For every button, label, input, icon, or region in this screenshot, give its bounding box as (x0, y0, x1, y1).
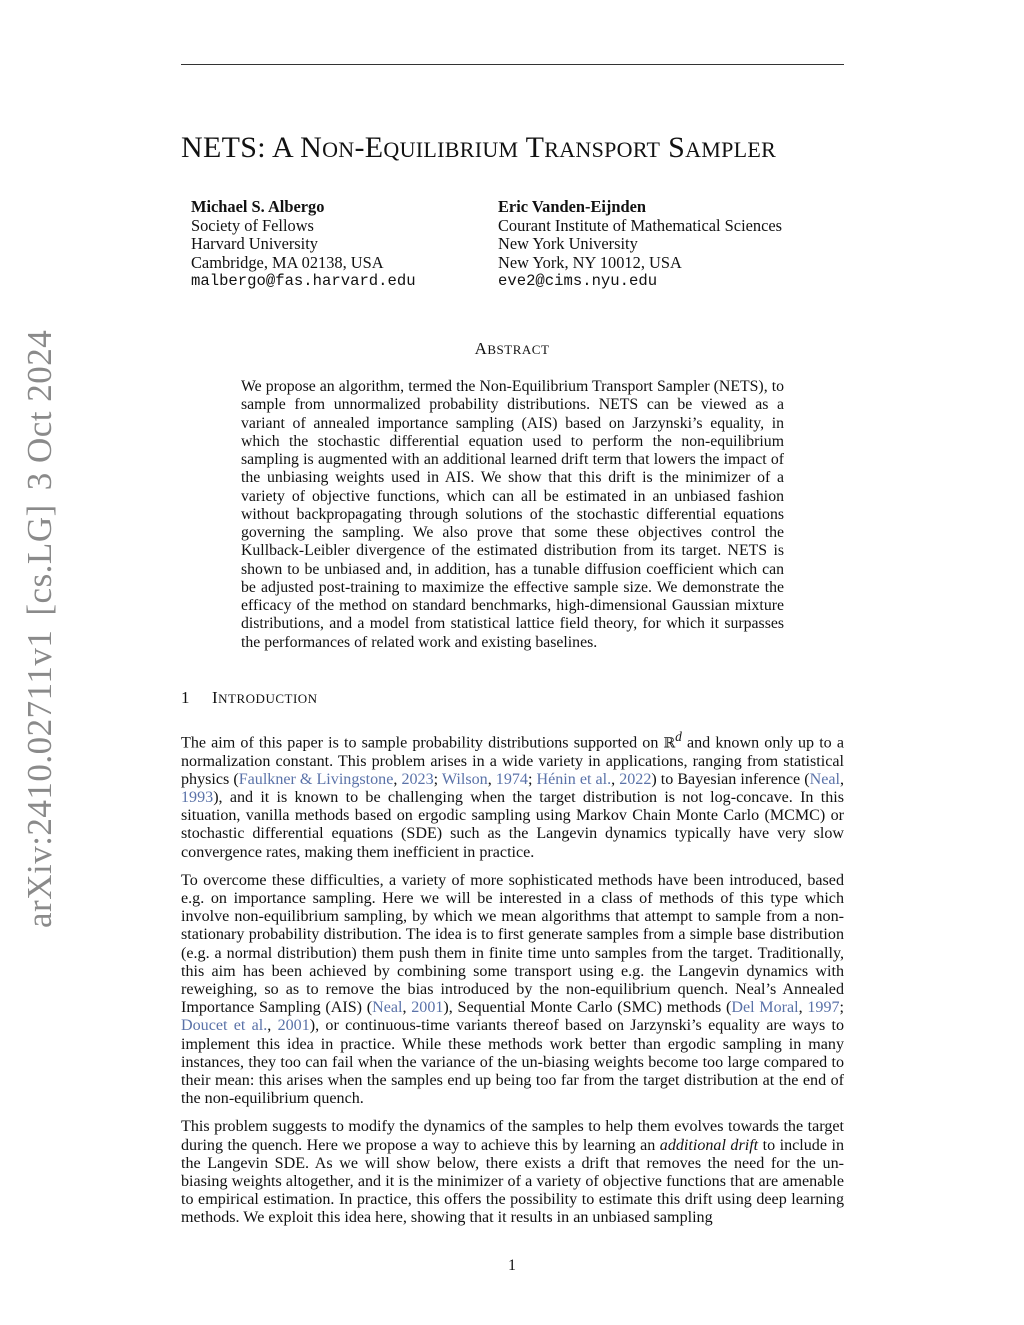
citation-link[interactable]: 1997 (807, 999, 840, 1017)
paper-title: NETS: A NON-EQUILIBRIUM TRANSPORT SAMPLER (181, 131, 777, 164)
citation-link[interactable]: 2001 (277, 1017, 310, 1035)
citation-link[interactable]: 2023 (401, 770, 434, 788)
abstract-heading: ABSTRACT (474, 339, 550, 358)
paragraph: The aim of this paper is to sample probability distributions supported on ℝ$^d$ and known only up to a normalization constant. This problem arises in a wide variety in applications, ranging from statistical physics (Faulkner & Livingstone, 2023; Wilson, 1974; Hénin et al., 2022) to Bayesian inference (Neal, 1993), and it is known to be challenging when the target distribution is not log-concave. In this situation, vanilla methods based on ergodic sampling using Markov Chain Monte Carlo (MCMC) or stochastic differential equations (SDE) such as the Langevin dynamics typically have very slow convergence rates, making them inefficient in practice. (181, 729, 845, 861)
citation-link[interactable]: Doucet et al. (181, 1017, 268, 1035)
citation-link[interactable]: 1993 (181, 788, 214, 806)
citation-link[interactable]: Hénin et al. (536, 770, 612, 788)
author-name: Eric Vanden-Eijnden (498, 197, 647, 216)
abstract-text: We propose an algorithm, termed the Non-Equilibrium Transport Sampler (NETS), to sample from unnormalized probability distributions. NETS can be viewed as a variant of annealed importance sampling (AIS) based on Jarzynski’s equality, in which the stochastic differential equation used to perform the non-equilibrium sampling is augmented with an additional learned drift term that lowers the impact of the unbiasing weights used in AIS. We show that this drift is the minimizer of a variety of objective functions, which can all be estimated in an unbiased fashion without backpropagating through solutions of the stochastic differential equations governing the sampling. We also prove that some these objectives control the Kullback-Leibler divergence of the estimated distribution from its target. NETS is shown to be unbiased and, in addition, has a tunable diffusion coefficient which can be adjusted post-training to maximize the effective sample size. We demonstrate the efficacy of the method on standard benchmarks, high-dimensional Gaussian mixture distributions, and a model from statistical lattice field theory, for which it surpasses the performances of related work and existing baselines. (241, 378, 784, 651)
arxiv-id: arXiv:2410.02711v1 (20, 629, 59, 928)
author-name: Michael S. Albergo (191, 197, 325, 216)
arxiv-side-label (20, 316, 60, 928)
real-numbers-symbol: ℝ (663, 735, 676, 752)
author-affiliation: Harvard University (191, 234, 318, 254)
author-email[interactable]: malbergo@fas.harvard.edu (191, 272, 416, 291)
author-block-2 (498, 198, 782, 291)
author-address: Cambridge, MA 02138, USA (191, 252, 384, 272)
author-address: New York, NY 10012, USA (498, 252, 682, 272)
paragraph: This problem suggests to modify the dynamics of the samples to help them evolves towards the target during the quench. Here we propose a way to achieve this by learning an additional drift to include in the Langevin SDE. As we will show below, there exists a drift that removes the need for the un-biasing weights altogether, and it is the minimizer of a variety of objective functions that are amenable to empirical estimation. In practice, this offers the possibility to estimate this drift using deep learning methods. We exploit this idea here, showing that it results in an unbiased sampling (181, 1118, 844, 1227)
author-affiliation: Society of Fellows (191, 215, 314, 235)
author-affiliation: New York University (498, 234, 638, 254)
section-number: 1 (181, 688, 190, 707)
emphasis: additional drift (659, 1136, 759, 1154)
citation-link[interactable]: Neal (809, 770, 840, 788)
author-block-1 (191, 198, 416, 291)
paragraph: To overcome these difficulties, a variety of more sophisticated methods have been introduced, based e.g. on importance sampling. Here we will be interested in a class of methods of this type which involve non-equilibrium sampling, by which we mean algorithms that attempt to sample from a non-stationary probability distribution. The idea is to first generate samples from a simple base distribution (e.g. a normal distribution) them push them in finite time unto samples from the target. Traditionally, this aim has been achieved by combining some transport using e.g. the Langevin dynamics with reweighing, so as to remove the bias introduced by the non-equilibrium quench. Neal’s Annealed Importance Sampling (AIS) (Neal, 2001), Sequential Monte Carlo (SMC) methods (Del Moral, 1997; Doucet et al., 2001), or continuous-time variants thereof based on Jarzynski’s equality are ways to implement this idea in practice. While these methods work better than ergodic sampling in many instances, they too can fail when the variance of the un-biasing weights become too large compared to their mean: this arises when the samples end up being too far from the target distribution at the end of the non-equilibrium quench. (181, 871, 845, 1108)
citation-link[interactable]: Wilson (441, 770, 488, 788)
citation-link[interactable]: 2001 (411, 999, 444, 1017)
citation-link[interactable]: 2022 (619, 770, 652, 788)
citation-link[interactable]: Del Moral (731, 999, 799, 1017)
arxiv-date: 3 Oct 2024 (20, 329, 59, 491)
citation-link[interactable]: 1974 (495, 770, 528, 788)
citation-link[interactable]: Faulkner & Livingstone (238, 770, 394, 788)
arxiv-category: [cs.LG] (20, 504, 59, 616)
introduction-body (181, 728, 844, 1238)
citation-link[interactable]: Neal (372, 999, 403, 1017)
section-heading: 1 INTRODUCTION (181, 688, 318, 707)
page-number: 1 (508, 1257, 516, 1274)
top-rule (181, 64, 844, 65)
author-email[interactable]: eve2@cims.nyu.edu (498, 272, 658, 291)
author-affiliation: Courant Institute of Mathematical Sciences (498, 215, 783, 235)
